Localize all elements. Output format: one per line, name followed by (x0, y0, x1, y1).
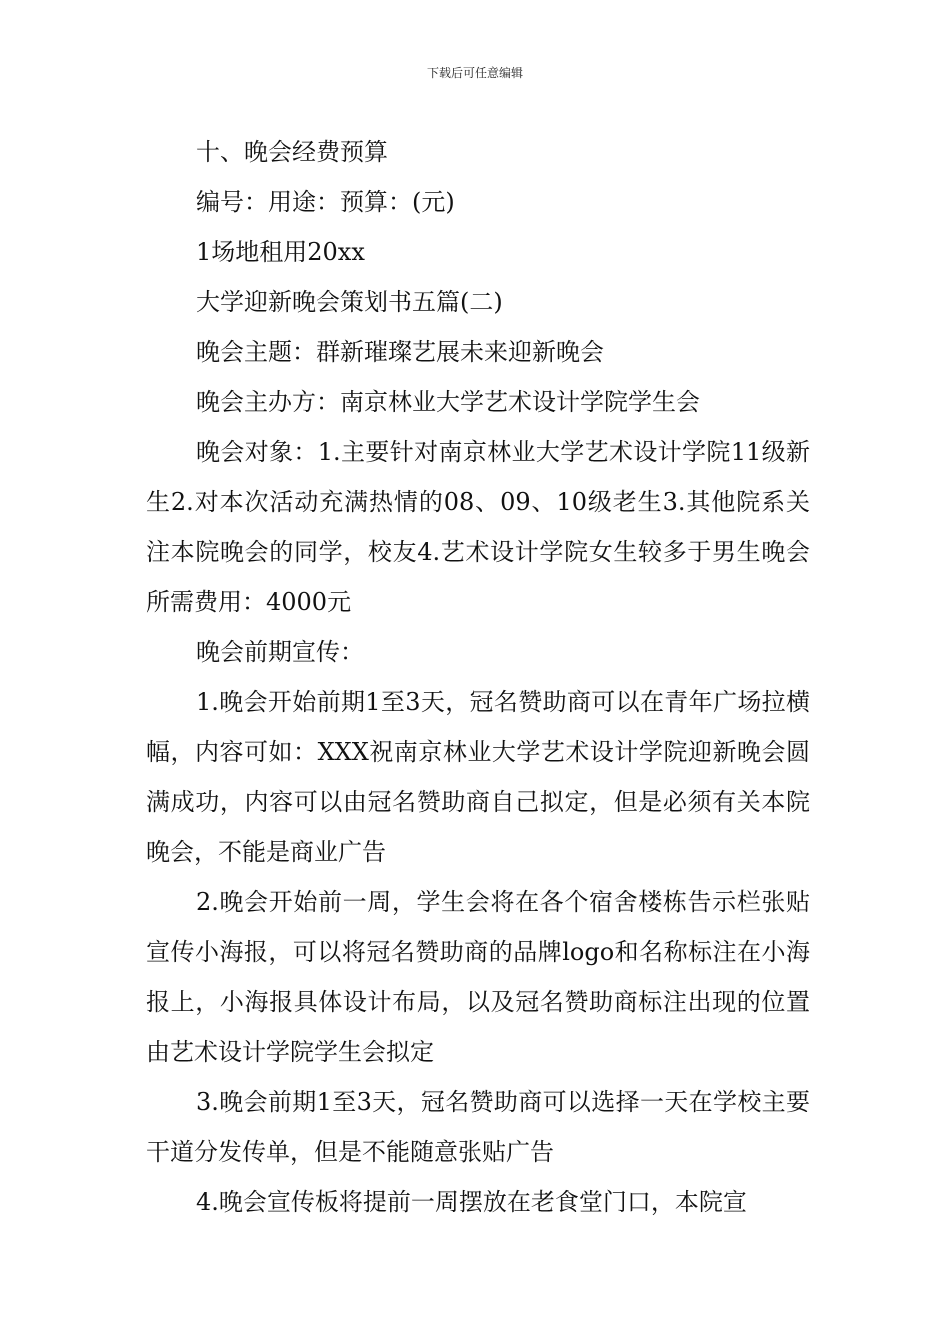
budget-item: 1场地租用20xx (196, 238, 365, 266)
section-heading-budget: 十、晚会经费预算 (196, 138, 388, 166)
promotion-item-4: 4.晚会宣传板将提前一周摆放在老食堂门口，本院宣 (196, 1188, 747, 1216)
promotion-heading: 晚会前期宣传： (196, 638, 364, 666)
promotion-item-2: 2.晚会开始前一周，学生会将在各个宿舍楼栋告示栏张贴宣传小海报，可以将冠名赞助商的品牌logo和名称标注在小海报上，小海报具体设计布局，以及冠名赞助商标注出现的位置由艺术设计学院学生会拟定 (146, 888, 810, 1066)
party-organizer: 晚会主办方：南京林业大学艺术设计学院学生会 (196, 388, 700, 416)
page-header: 下载后可任意编辑 (426, 66, 523, 80)
promotion-item-1: 1.晚会开始前期1至3天，冠名赞助商可以在青年广场拉横幅，内容可如：XXX祝南京林业大学艺术设计学院迎新晚会圆满成功，内容可以由冠名赞助商自己拟定，但是必须有关本院晚会，不能是商业广告 (146, 688, 810, 866)
party-theme: 晚会主题：群新璀璨艺展未来迎新晚会 (196, 338, 604, 366)
party-audience: 晚会对象：1.主要针对南京林业大学艺术设计学院11级新生2.对本次活动充满热情的08、09、10级老生3.其他院系关注本院晚会的同学，校友4.艺术设计学院女生较多于男生晚会所需费用：4000元 (146, 438, 810, 616)
promotion-item-3: 3.晚会前期1至3天，冠名赞助商可以选择一天在学校主要干道分发传单，但是不能随意张贴广告 (146, 1088, 810, 1166)
budget-table-header: 编号：用途：预算：(元) (196, 188, 455, 216)
document-title: 大学迎新晚会策划书五篇(二) (196, 288, 503, 316)
document-body (146, 127, 810, 1227)
